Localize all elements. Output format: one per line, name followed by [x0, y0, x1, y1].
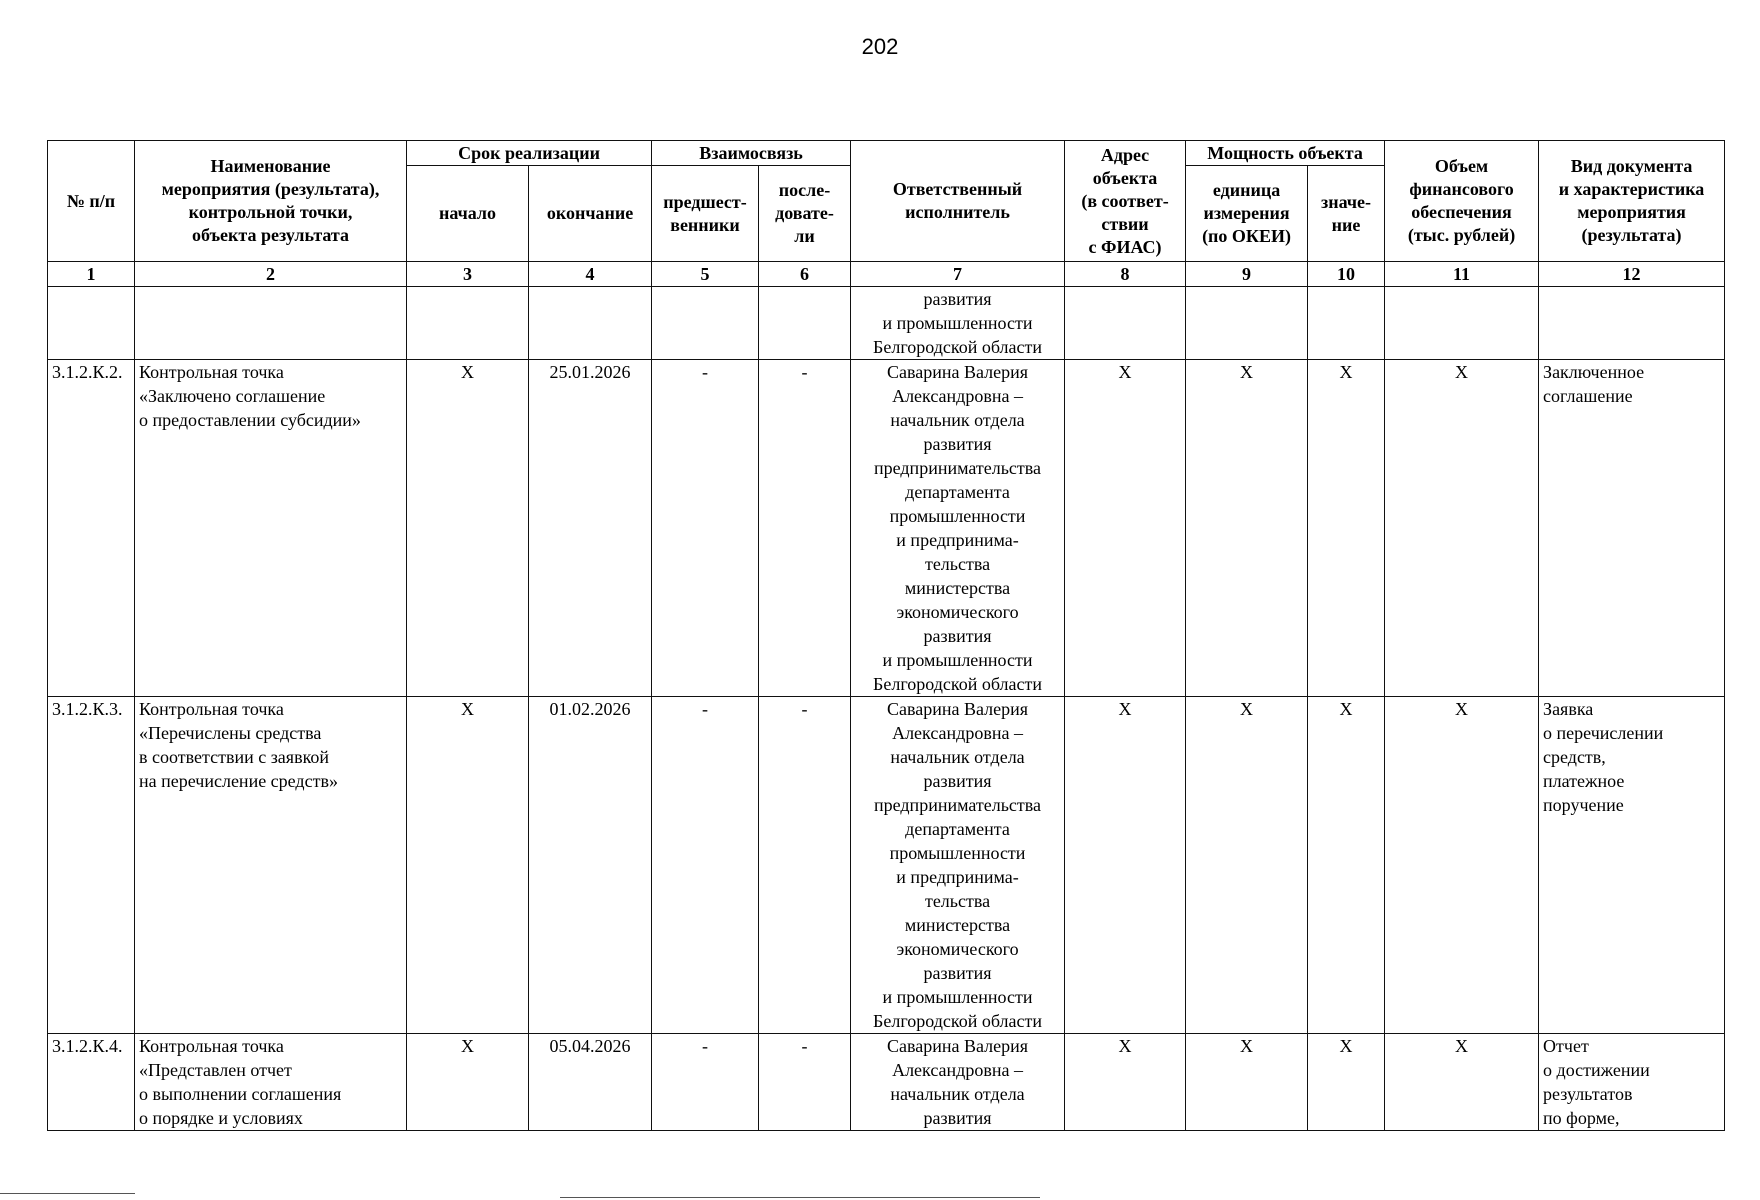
row-successors: - — [759, 1034, 851, 1131]
row-start: X — [407, 1034, 529, 1131]
row-value: X — [1308, 360, 1385, 697]
row-start: X — [407, 697, 529, 1034]
row-start — [407, 287, 529, 360]
table-row — [48, 697, 1725, 1034]
scan-edge-line — [0, 1193, 135, 1194]
row-unit: X — [1186, 697, 1308, 1034]
header-name: Наименование мероприятия (результата), контрольной точки, объекта результата — [135, 141, 407, 262]
row-predecessors: - — [652, 697, 759, 1034]
column-number: 2 — [135, 262, 407, 287]
header-address: Адрес объекта (в соответ- ствии с ФИАС) — [1065, 141, 1186, 262]
row-responsible: Саварина Валерия Александровна – начальник отдела развития предпринимательства департамента промышленности и предпринима- тельства министерства экономического развития и промышленности Белгородской области — [851, 360, 1065, 697]
row-end: 25.01.2026 — [529, 360, 652, 697]
row-document — [1539, 287, 1725, 360]
column-number: 4 — [529, 262, 652, 287]
header-group-capacity: Мощность объекта — [1186, 141, 1385, 166]
row-predecessors: - — [652, 1034, 759, 1131]
column-number: 6 — [759, 262, 851, 287]
row-predecessors — [652, 287, 759, 360]
row-unit: X — [1186, 1034, 1308, 1131]
row-responsible: Саварина Валерия Александровна – начальник отдела развития — [851, 1034, 1065, 1131]
row-end: 01.02.2026 — [529, 697, 652, 1034]
row-name — [135, 287, 407, 360]
row-address: X — [1065, 697, 1186, 1034]
row-unit — [1186, 287, 1308, 360]
row-number: 3.1.2.К.4. — [48, 1034, 135, 1131]
implementation-plan-table — [47, 140, 1725, 1131]
row-document: Заключенное соглашение — [1539, 360, 1725, 697]
header-value: значе- ние — [1308, 166, 1385, 262]
row-successors: - — [759, 697, 851, 1034]
header-num: № п/п — [48, 141, 135, 262]
header-document: Вид документа и характеристика мероприятия (результата) — [1539, 141, 1725, 262]
row-predecessors: - — [652, 360, 759, 697]
header-financing: Объем финансового обеспечения (тыс. рублей) — [1385, 141, 1539, 262]
header-successors: после- довате- ли — [759, 166, 851, 262]
row-responsible: развития и промышленности Белгородской области — [851, 287, 1065, 360]
row-address: X — [1065, 360, 1186, 697]
scan-edge-line — [560, 1197, 1040, 1198]
row-financing — [1385, 287, 1539, 360]
table-row — [48, 287, 1725, 360]
table-row — [48, 360, 1725, 697]
row-number: 3.1.2.К.2. — [48, 360, 135, 697]
row-number: 3.1.2.К.3. — [48, 697, 135, 1034]
header-group-term: Срок реализации — [407, 141, 652, 166]
row-name: Контрольная точка «Перечислены средства в соответствии с заявкой на перечисление средств» — [135, 697, 407, 1034]
row-end — [529, 287, 652, 360]
row-address: X — [1065, 1034, 1186, 1131]
column-number: 12 — [1539, 262, 1725, 287]
header-responsible: Ответственный исполнитель — [851, 141, 1065, 262]
column-number: 10 — [1308, 262, 1385, 287]
row-end: 05.04.2026 — [529, 1034, 652, 1131]
column-number: 8 — [1065, 262, 1186, 287]
row-unit: X — [1186, 360, 1308, 697]
header-unit: единица измерения (по ОКЕИ) — [1186, 166, 1308, 262]
column-number: 7 — [851, 262, 1065, 287]
row-value — [1308, 287, 1385, 360]
row-financing: X — [1385, 360, 1539, 697]
row-successors: - — [759, 360, 851, 697]
row-value: X — [1308, 1034, 1385, 1131]
row-value: X — [1308, 697, 1385, 1034]
row-name: Контрольная точка «Заключено соглашение о предоставлении субсидии» — [135, 360, 407, 697]
column-number: 1 — [48, 262, 135, 287]
column-number: 11 — [1385, 262, 1539, 287]
row-address — [1065, 287, 1186, 360]
header-predecessors: предшест- венники — [652, 166, 759, 262]
header-group-link: Взаимосвязь — [652, 141, 851, 166]
column-number: 3 — [407, 262, 529, 287]
row-start: X — [407, 360, 529, 697]
row-document: Заявка о перечислении средств, платежное поручение — [1539, 697, 1725, 1034]
row-successors — [759, 287, 851, 360]
header-start: начало — [407, 166, 529, 262]
row-financing: X — [1385, 1034, 1539, 1131]
row-number — [48, 287, 135, 360]
column-number: 5 — [652, 262, 759, 287]
row-financing: X — [1385, 697, 1539, 1034]
page-number: 202 — [861, 34, 899, 59]
table-row — [48, 1034, 1725, 1131]
row-document: Отчет о достижении результатов по форме, — [1539, 1034, 1725, 1131]
column-number: 9 — [1186, 262, 1308, 287]
row-responsible: Саварина Валерия Александровна – начальник отдела развития предпринимательства департамента промышленности и предпринима- тельства министерства экономического развития и промышленности Белгородской области — [851, 697, 1065, 1034]
header-end: окончание — [529, 166, 652, 262]
row-name: Контрольная точка «Представлен отчет о выполнении соглашения о порядке и условиях — [135, 1034, 407, 1131]
